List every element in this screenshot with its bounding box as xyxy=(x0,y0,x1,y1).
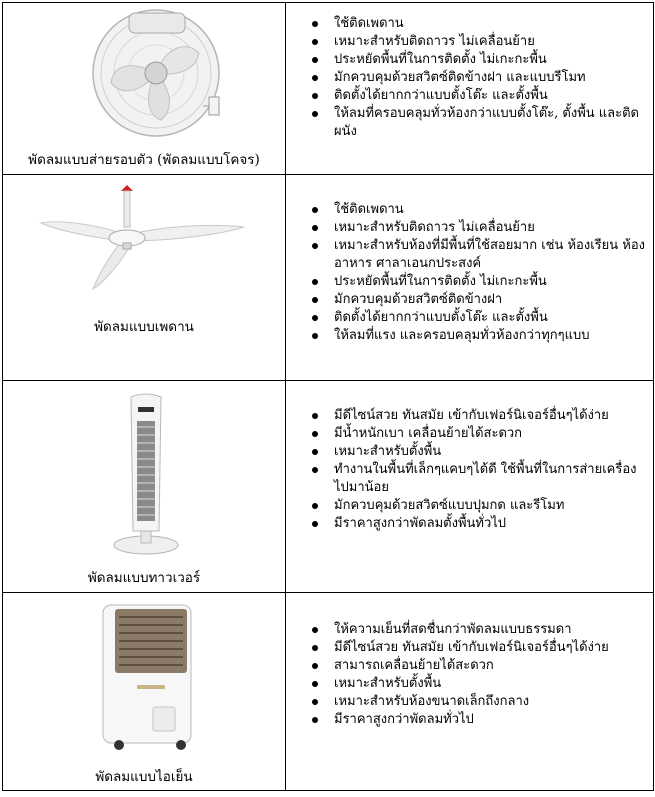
tower-fan-icon xyxy=(111,391,181,556)
feature-list xyxy=(286,621,653,729)
list-item: ติดตั้งได้ยากกว่าแบบตั้งโต๊ะ และตั้งพื้น xyxy=(334,87,645,105)
table-row xyxy=(3,3,654,175)
list-item: ใช้ติดเพดาน xyxy=(334,15,645,33)
list-item: เหมาะสำหรับห้องที่มีพื้นที่ใช้สอยมาก เช่น ห้องเรียน ห้องอาหาร ศาลาเอนกประสงค์ xyxy=(334,238,645,271)
feature-list xyxy=(286,201,653,345)
list-item: มักควบคุมด้วยสวิตซ์ติดข้างฝา xyxy=(334,291,645,309)
list-item: สามารถเคลื่อนย้ายได้สะดวก xyxy=(334,657,645,675)
features-cell xyxy=(286,593,654,791)
list-item: มีราคาสูงกว่าพัดลมตั้งพื้นทั่วไป xyxy=(334,515,645,533)
list-item: ใช้ติดเพดาน xyxy=(334,201,645,219)
orbit-fan-icon xyxy=(61,5,261,145)
list-item: ประหยัดพื้นที่ในการติดตั้ง ไม่เกะกะพื้น xyxy=(334,273,645,291)
image-cell xyxy=(3,3,286,175)
list-item: ให้ลมที่ครอบคลุมทั่วห้องกว่าแบบตั้งโต๊ะ, ตั้งพื้น และติดผนัง xyxy=(334,105,645,141)
row-caption: พัดลมแบบไอเย็น xyxy=(95,769,193,785)
list-item: มีดีไซน์สวย ทันสมัย เข้ากับเฟอร์นิเจอร์อื่นๆได้ง่าย xyxy=(334,407,645,425)
list-item: เหมาะสำหรับตั้งพื้น xyxy=(334,675,645,693)
image-cell xyxy=(3,593,286,791)
row-caption: พัดลมแบบเพดาน xyxy=(94,319,194,335)
features-cell xyxy=(286,381,654,593)
list-item: เหมาะสำหรับติดถาวร ไม่เคลื่อนย้าย xyxy=(334,33,645,51)
list-item: ให้ความเย็นที่สดชื่นกว่าพัดลมแบบธรรมดา xyxy=(334,621,645,639)
table-row xyxy=(3,381,654,593)
list-item: มักควบคุมด้วยสวิตซ์ติดข้างฝา และแบบรีโมท xyxy=(334,69,645,87)
features-cell xyxy=(286,3,654,175)
list-item: ทำงานในพื้นที่เล็กๆแคบๆได้ดี ใช้พื้นที่ในการส่ายเครื่องไปมาน้อย xyxy=(334,461,645,497)
evaporative-air-cooler-icon xyxy=(97,601,197,751)
fan-comparison-table xyxy=(2,2,654,791)
image-cell xyxy=(3,381,286,593)
list-item: ติดตั้งได้ยากกว่าแบบตั้งโต๊ะ และตั้งพื้น xyxy=(334,309,645,327)
list-item: มีราคาสูงกว่าพัดลมทั่วไป xyxy=(334,711,645,729)
table-row xyxy=(3,593,654,791)
list-item: มีน้ำหนักเบา เคลื่อนย้ายได้สะดวก xyxy=(334,425,645,443)
image-cell xyxy=(3,175,286,381)
list-item: เหมาะสำหรับตั้งพื้น xyxy=(334,443,645,461)
feature-list xyxy=(286,407,653,533)
features-cell xyxy=(286,175,654,381)
list-item: มีดีไซน์สวย ทันสมัย เข้ากับเฟอร์นิเจอร์อื่นๆได้ง่าย xyxy=(334,639,645,657)
list-item: มักควบคุมด้วยสวิตซ์แบบปุมกด และรีโมท xyxy=(334,497,645,515)
list-item: เหมาะสำหรับติดถาวร ไม่เคลื่อนย้าย xyxy=(334,219,645,237)
row-caption: พัดลมแบบทาวเวอร์ xyxy=(87,570,201,586)
list-item: เหมาะสำหรับห้องขนาดเล็กถึงกลาง xyxy=(334,693,645,711)
table-row xyxy=(3,175,654,381)
ceiling-fan-icon xyxy=(39,183,249,293)
list-item: ให้ลมที่แรง และครอบคลุมทั่วห้องกว่าทุกๆแบบ xyxy=(334,327,645,345)
list-item: ประหยัดพื้นที่ในการติดตั้ง ไม่เกะกะพื้น xyxy=(334,51,645,69)
row-caption: พัดลมแบบส่ายรอบตัว (พัดลมแบบโคจร) xyxy=(28,152,260,168)
feature-list xyxy=(286,15,653,141)
